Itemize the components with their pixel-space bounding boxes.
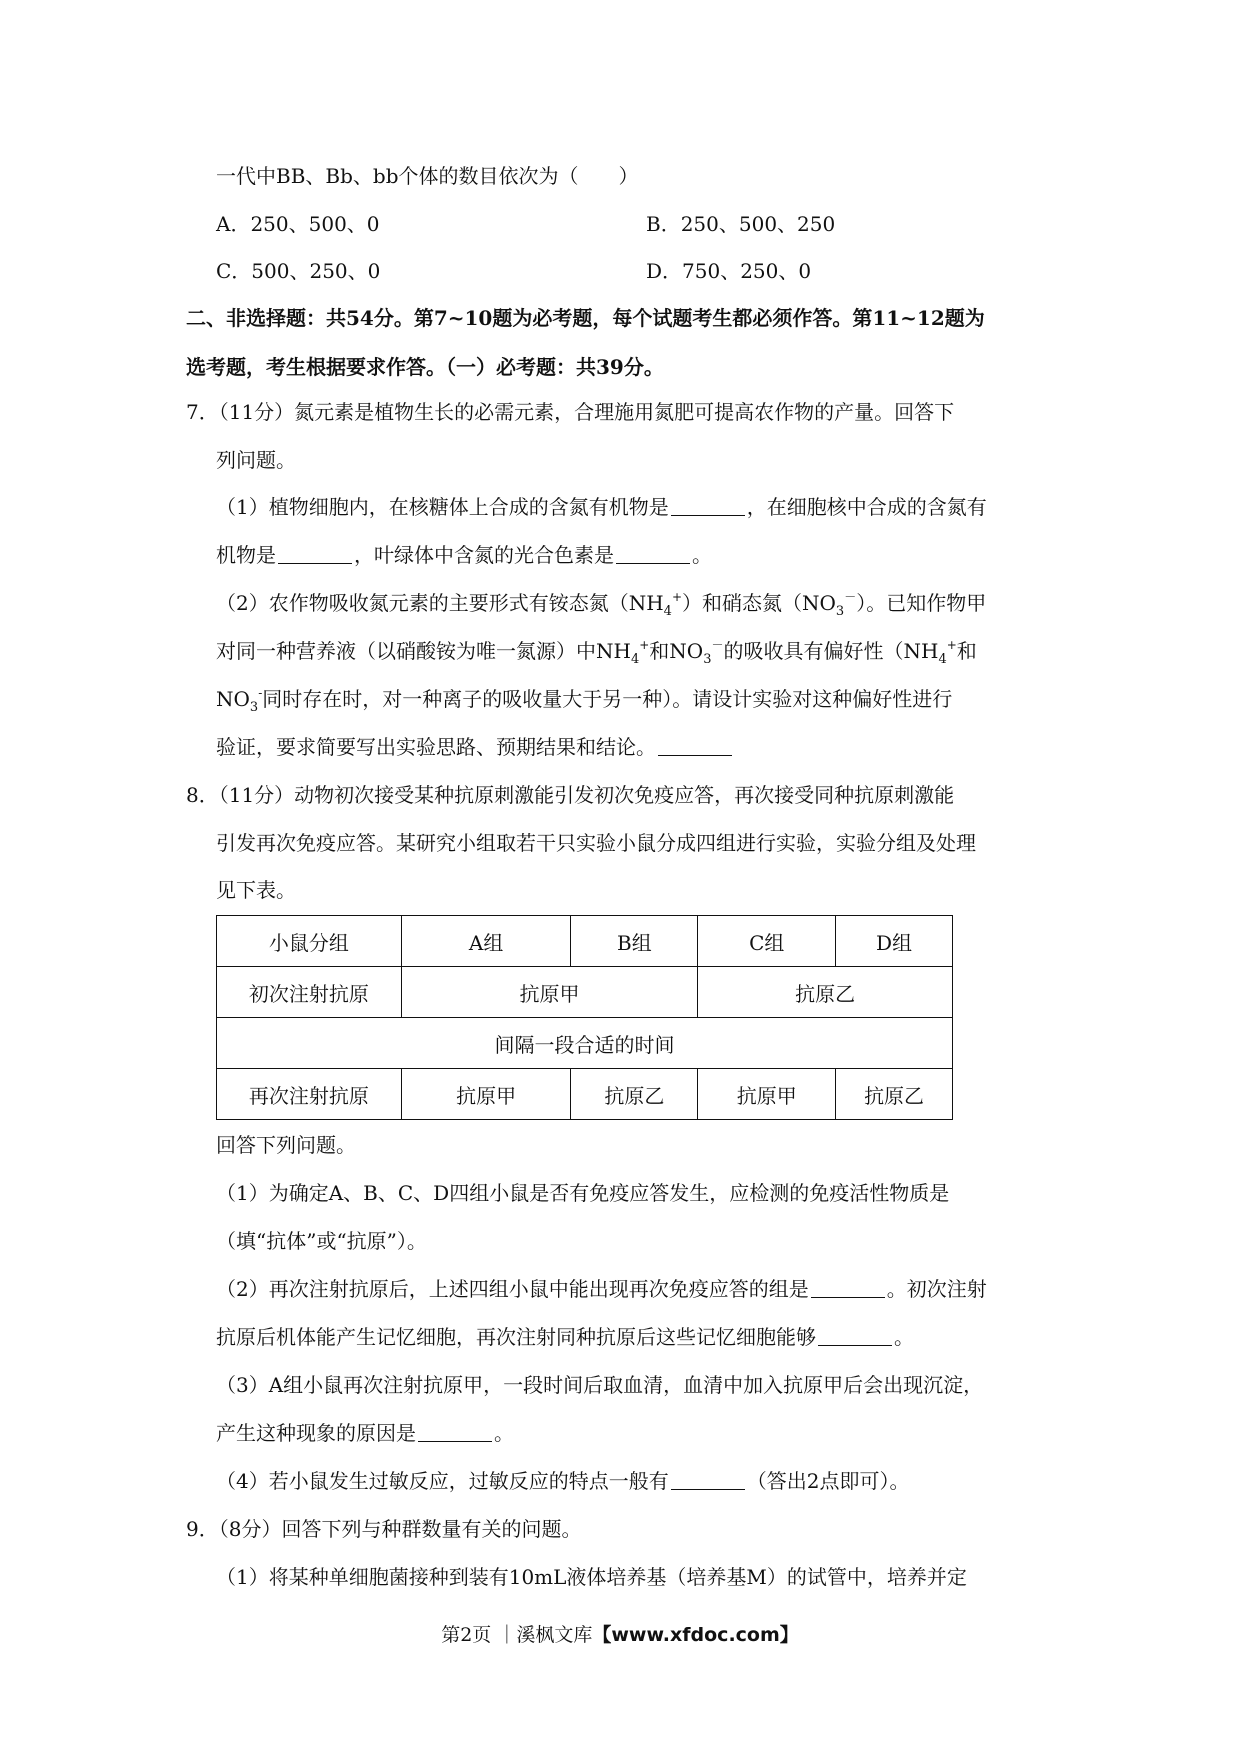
q8-part2-line1 [216, 1275, 987, 1303]
table-header-cell: 小鼠分组 [217, 916, 402, 967]
q7-part1-text-c: 机物是 [216, 543, 276, 567]
section2-heading-line2: 选考题，考生根据要求作答。（一）必考题：共39分。 [186, 355, 664, 379]
section2-heading-line1: 二、非选择题：共54分。第7~10题为必考题，每个试题考生都必须作答。第11~12题为 [186, 306, 985, 330]
q9-stem: 9．（8分）回答下列与种群数量有关的问题。 [186, 1517, 582, 1541]
table-header-cell: C组 [698, 916, 836, 967]
q7-part2-line3 [216, 685, 952, 713]
table-cell: 抗原乙 [836, 1069, 953, 1120]
footer-site-link[interactable]: 【www.xfdoc.com】 [592, 1624, 799, 1646]
subscript: 3 [703, 652, 712, 667]
q7-part2-line1 [216, 589, 986, 617]
q7-part2-line4 [216, 733, 734, 761]
table-cell: 抗原乙 [698, 967, 953, 1018]
q7-stem-line1: 7．（11分）氮元素是植物生长的必需元素，合理施用氮肥可提高农作物的产量。回答下 [186, 400, 955, 424]
answer-blank [658, 735, 732, 756]
footer-page-label: 第2页 ｜溪枫文库 [441, 1624, 593, 1646]
q7-part1-line1 [216, 493, 987, 521]
q7-part2-text: 的吸收具有偏好性（NH [723, 639, 939, 663]
q6-option-b: B．250、500、250 [646, 212, 836, 236]
table-header-cell: D组 [836, 916, 953, 967]
q8-stem-line2: 引发再次免疫应答。某研究小组取若干只实验小鼠分成四组进行实验，实验分组及处理 [216, 831, 976, 855]
q6-option-d: D．750、250、0 [646, 259, 812, 283]
subscript: 4 [630, 652, 640, 667]
table-cell: 抗原乙 [571, 1069, 698, 1120]
q7-part1-text-b: ，在细胞核中合成的含氮有 [746, 495, 987, 519]
q8-stem-line3: 见下表。 [216, 878, 296, 902]
q8-part4-text: （4）若小鼠发生过敏反应，过敏反应的特点一般有 [216, 1469, 669, 1493]
table-row [217, 916, 953, 967]
q6-option-a: A．250、500、0 [216, 212, 380, 236]
answer-blank [616, 543, 690, 564]
q7-part2-text: （2）农作物吸收氮元素的主要形式有铵态氮（NH [216, 591, 664, 615]
q8-part2-text: 。初次注射 [886, 1277, 987, 1301]
answer-blank [278, 543, 352, 564]
q6-stem: 一代中BB、Bb、bb个体的数目依次为（ ） [216, 164, 639, 188]
q8-prompt: 回答下列问题。 [216, 1133, 356, 1157]
q8-part3-text: 。 [494, 1421, 514, 1445]
q7-part2-text: ）和硝态氮（NO [682, 591, 836, 615]
superscript: + [946, 638, 957, 652]
q8-part3-line1: （3）A组小鼠再次注射抗原甲，一段时间后取血清，血清中加入抗原甲后会出现沉淀， [216, 1373, 984, 1397]
subscript: 4 [938, 652, 947, 667]
subscript: 3 [835, 604, 845, 619]
page-footer [0, 1621, 1240, 1649]
q8-part2-line2 [216, 1323, 914, 1351]
subscript: 4 [663, 604, 672, 619]
table-cell: 抗原甲 [698, 1069, 836, 1120]
table-row [217, 1018, 953, 1069]
q7-part2-line2 [216, 637, 977, 665]
q7-part2-text: 和 [956, 639, 977, 663]
answer-blank [671, 1469, 745, 1490]
q8-part1-line2: （填“抗体”或“抗原”）。 [216, 1229, 427, 1253]
q8-part2-text: 。 [894, 1325, 914, 1349]
table-cell: 间隔一段合适的时间 [217, 1018, 953, 1069]
q7-part1-text-e: 。 [692, 543, 712, 567]
table-row [217, 1069, 953, 1120]
superscript: + [639, 638, 650, 652]
table-cell: 初次注射抗原 [217, 967, 402, 1018]
q7-part2-text: NO [216, 687, 250, 711]
q8-stem-line1: 8．（11分）动物初次接受某种抗原刺激能引发初次免疫应答，再次接受同种抗原刺激能 [186, 783, 955, 807]
q8-part4-text: （答出2点即可）。 [746, 1469, 910, 1493]
q7-stem-line2: 列问题。 [216, 448, 296, 472]
table-header-cell: A组 [401, 916, 571, 967]
q7-part2-text: ）。已知作物甲 [856, 591, 987, 615]
q8-part3-text: 产生这种现象的原因是 [216, 1421, 416, 1445]
table-cell: 再次注射抗原 [217, 1069, 402, 1120]
answer-blank [671, 495, 745, 516]
table-header-cell: B组 [571, 916, 698, 967]
subscript: 3 [249, 700, 259, 715]
q7-part1-line2 [216, 541, 712, 569]
q7-part2-text: 和NO [649, 639, 704, 663]
q7-part2-text: 对同一种营养液（以硝酸铵为唯一氮源）中NH [216, 639, 631, 663]
q7-part2-text: 验证，要求简要写出实验思路、预期结果和结论。 [216, 735, 656, 759]
table-cell: 抗原甲 [401, 1069, 571, 1120]
q9-part1-line1: （1）将某种单细胞菌接种到装有10mL液体培养基（培养基M）的试管中，培养并定 [216, 1565, 967, 1589]
superscript: - [258, 686, 263, 700]
q8-part2-text: （2）再次注射抗原后，上述四组小鼠中能出现再次免疫应答的组是 [216, 1277, 809, 1301]
experiment-table [216, 915, 953, 1120]
table-cell: 抗原甲 [401, 967, 698, 1018]
answer-blank [811, 1277, 885, 1298]
q8-part3-line2 [216, 1419, 514, 1447]
q7-part1-text-a: （1）植物细胞内，在核糖体上合成的含氮有机物是 [216, 495, 669, 519]
q8-part1-line1: （1）为确定A、B、C、D四组小鼠是否有免疫应答发生，应检测的免疫活性物质是 [216, 1181, 950, 1205]
superscript: － [844, 590, 857, 604]
answer-blank [418, 1421, 492, 1442]
q8-part2-text: 抗原后机体能产生记忆细胞，再次注射同种抗原后这些记忆细胞能够 [216, 1325, 816, 1349]
superscript: + [671, 590, 683, 604]
q8-part4-line1 [216, 1467, 909, 1495]
superscript: － [711, 638, 724, 652]
q7-part1-text-d: ，叶绿体中含氮的光合色素是 [354, 543, 614, 567]
q7-part2-text: 同时存在时，对一种离子的吸收量大于另一种）。请设计实验对这种偏好性进行 [262, 687, 953, 711]
table-row [217, 967, 953, 1018]
q6-option-c: C．500、250、0 [216, 259, 381, 283]
answer-blank [818, 1325, 892, 1346]
